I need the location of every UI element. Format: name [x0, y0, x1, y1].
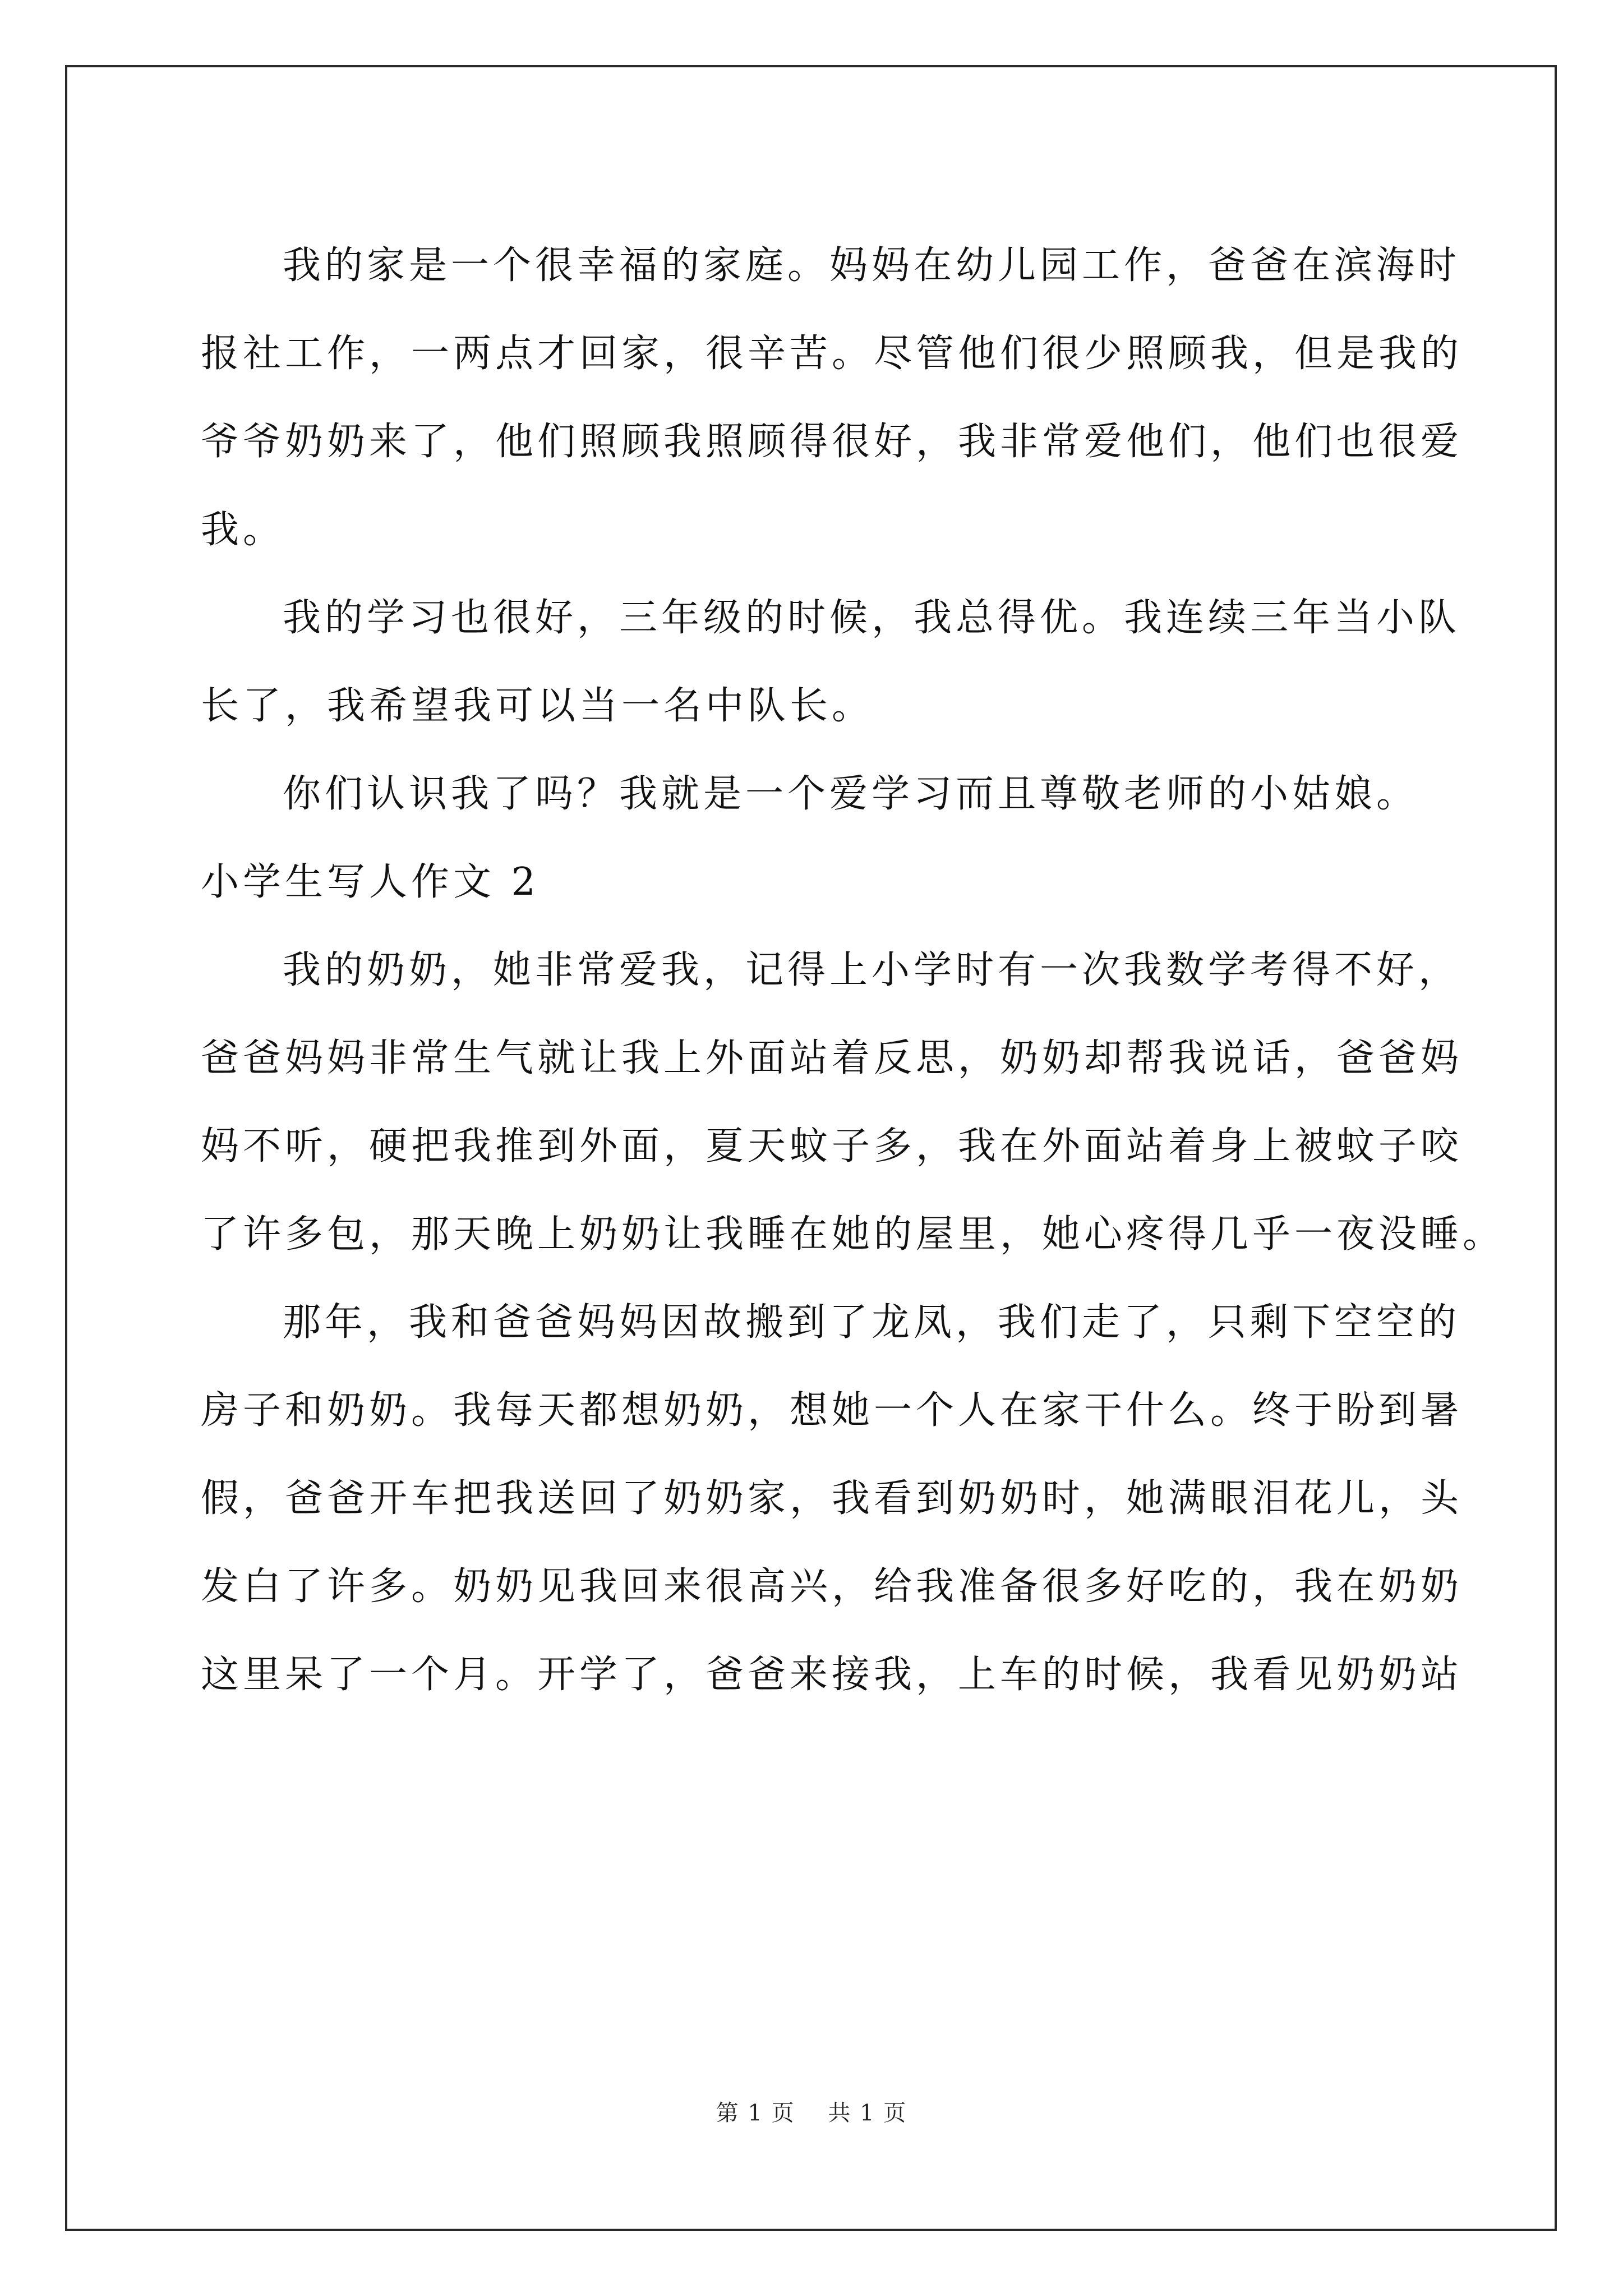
paragraph-line: 发白了许多。奶奶见我回来很高兴，给我准备很多好吃的，我在奶奶	[201, 1565, 1463, 1609]
paragraph-line: 我的家是一个很幸福的家庭。妈妈在幼儿园工作，爸爸在滨海时	[283, 243, 1461, 288]
paragraph-line: 爷爷奶奶来了，他们照顾我照顾得很好，我非常爱他们，他们也很爱	[201, 420, 1463, 464]
paragraph-line: 我的奶奶，她非常爱我，记得上小学时有一次我数学考得不好，	[283, 948, 1461, 992]
paragraph-line: 报社工作，一两点才回家，很辛苦。尽管他们很少照顾我，但是我的	[201, 332, 1463, 376]
paragraph-line: 长了，我希望我可以当一名中队长。	[201, 684, 874, 728]
paragraph-line: 房子和奶奶。我每天都想奶奶，想她一个人在家干什么。终于盼到暑	[201, 1388, 1463, 1433]
paragraph-line: 爸爸妈妈非常生气就让我上外面站着反思，奶奶却帮我说话，爸爸妈	[201, 1036, 1463, 1080]
paragraph-line: 你们认识我了吗？我就是一个爱学习而且尊敬老师的小姑娘。	[283, 772, 1419, 816]
document-body	[201, 222, 1505, 1719]
paragraph-line: 我。	[201, 508, 285, 552]
paragraph-line: 那年，我和爸爸妈妈因故搬到了龙凤，我们走了，只剩下空空的	[283, 1300, 1461, 1345]
paragraph-line: 这里呆了一个月。开学了，爸爸来接我，上车的时候，我看见奶奶站	[201, 1653, 1463, 1697]
section-heading: 小学生写人作文 2	[201, 860, 540, 904]
page-number-footer: 第 1 页 共 1 页	[716, 2100, 907, 2126]
paragraph-line: 我的学习也很好，三年级的时候，我总得优。我连续三年当小队	[283, 596, 1461, 640]
paragraph-line: 妈不听，硬把我推到外面，夏天蚊子多，我在外面站着身上被蚊子咬	[201, 1124, 1463, 1168]
paragraph-line: 假，爸爸开车把我送回了奶奶家，我看到奶奶时，她满眼泪花儿，头	[201, 1476, 1463, 1521]
paragraph-line: 了许多包，那天晚上奶奶让我睡在她的屋里，她心疼得几乎一夜没睡。	[201, 1212, 1505, 1257]
